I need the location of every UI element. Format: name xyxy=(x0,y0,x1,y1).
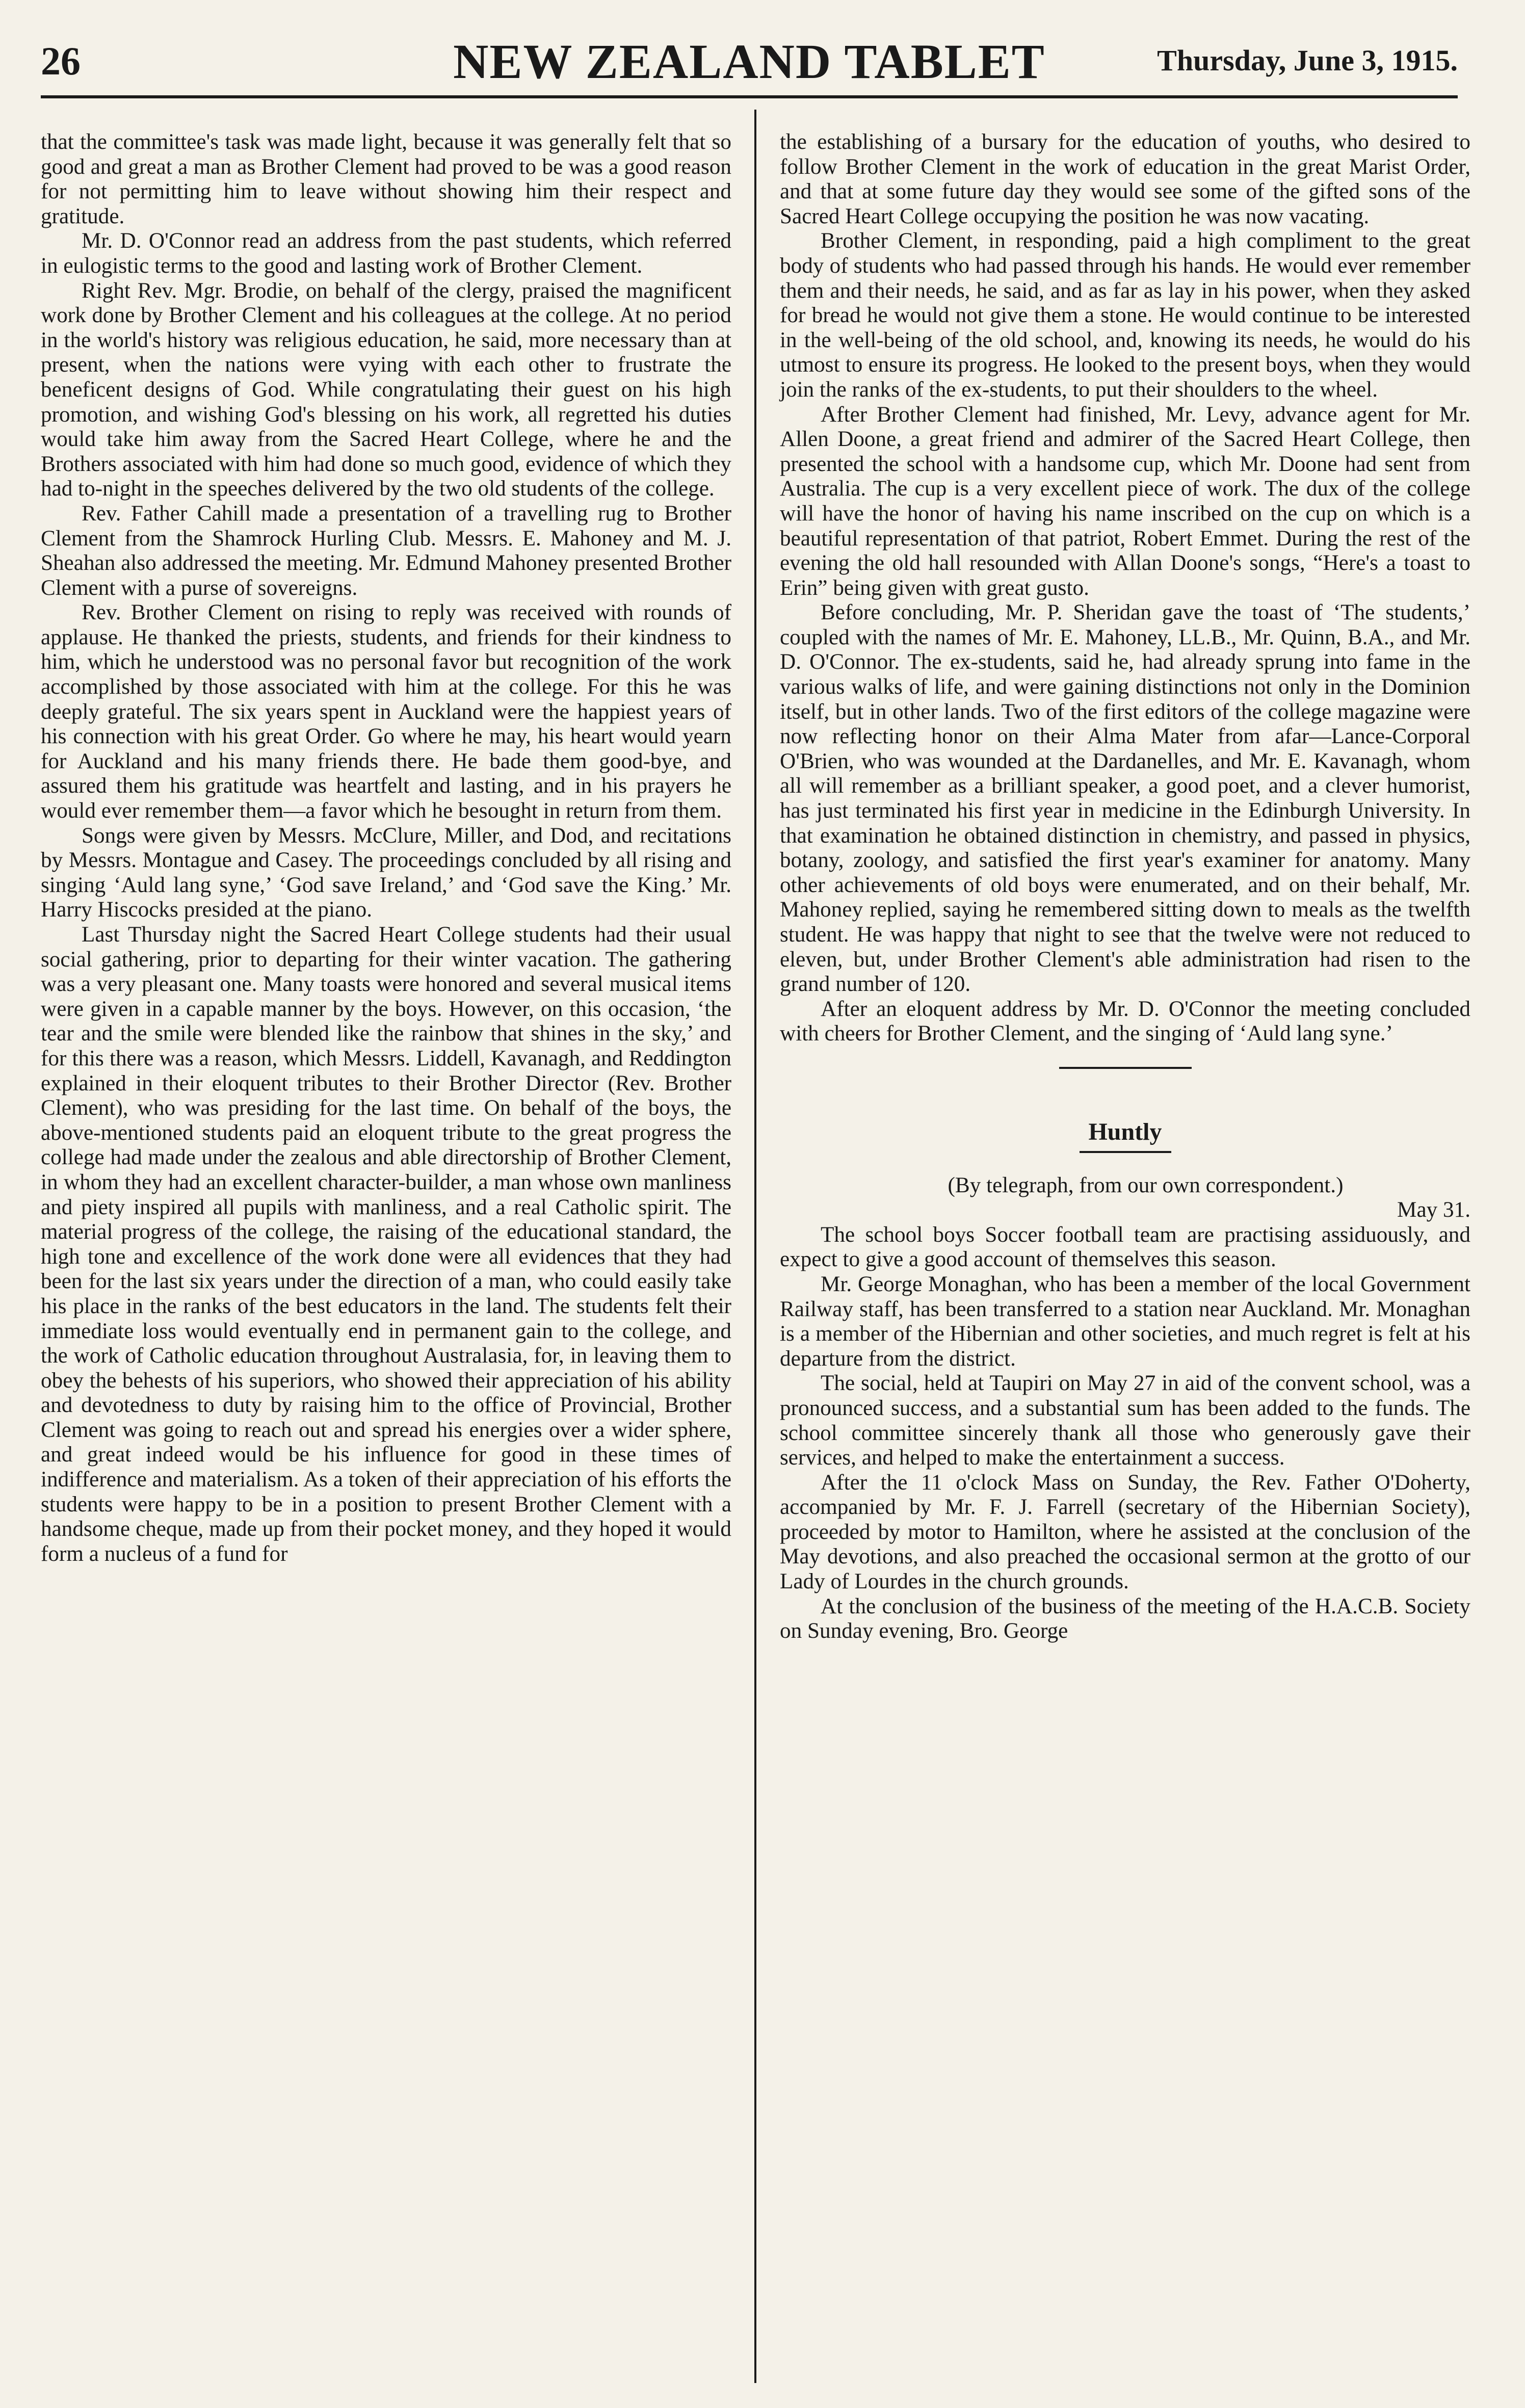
section-separator xyxy=(1059,1067,1192,1069)
paragraph: After Brother Clement had finished, Mr. Levy, advance agent for Mr. Allen Doone, a great friend and admirer of the Sacred Heart College, then presented the school with a handsome cup, which Mr. Doone had sent from Australia. The cup is a very excellent piece of work. The dux of the college will have the honor of having his name inscribed on the cup on which is a beautiful representation of that patriot, Robert Emmet. During the rest of the evening the old hall resounded with Allan Doone's songs, “Here's a toast to Erin” being given with great gusto. xyxy=(780,402,1470,600)
right-column xyxy=(780,130,1470,1644)
heading-rule xyxy=(1080,1151,1171,1153)
masthead-title: NEW ZEALAND TABLET xyxy=(453,34,1045,89)
left-column xyxy=(41,130,731,1566)
page-header xyxy=(41,28,1458,99)
paragraph: that the committee's task was made light, because it was generally felt that so good and great a man as Brother Clement had proved to be was a good reason for not permitting him to leave without showing him their respect and gratitude. xyxy=(41,130,731,228)
paragraph: Rev. Brother Clement on rising to reply was received with rounds of applause. He thanked the priests, students, and friends for their kindness to him, which he understood was no personal favor but recognition of the work accomplished by those associated with him at the college. For this he was deeply grateful. The six years spent in Auckland were the happiest years of his connection with his great Order. Go where he may, his heart would yearn for Auckland and his many friends there. He bade them good-bye, and assured them his gratitude was heartfelt and lasting, and in his prayers he would ever remember them—a favor which he besought in return from them. xyxy=(41,600,731,823)
paragraph: Songs were given by Messrs. McClure, Miller, and Dod, and recitations by Messrs. Montague and Casey. The proceedings concluded by all rising and singing ‘Auld lang syne,’ ‘God save Ireland,’ and ‘God save the King.’ Mr. Harry Hiscocks presided at the piano. xyxy=(41,823,731,922)
paragraph: Brother Clement, in responding, paid a high compliment to the great body of students who had passed through his hands. He would ever remember them and their needs, he said, and as far as lay in his power, when they asked for bread he would not give them a stone. He would continue to be interested in the well-being of the old school, and, knowing its needs, he would do his utmost to ensure its progress. He looked to the present boys, when they would join the ranks of the ex-students, to put their shoulders to the wheel. xyxy=(780,229,1470,402)
dateline: May 31. xyxy=(1397,1198,1470,1222)
paragraph: After the 11 o'clock Mass on Sunday, the Rev. Father O'Doherty, accompanied by Mr. F. J. Farrell (secretary of the Hibernian Society), proceeded by motor to Hamilton, where he assisted at the conclusion of the May devotions, and also preached the occasional sermon at the grotto of our Lady of Lourdes in the church grounds. xyxy=(780,1470,1470,1594)
paragraph: After an eloquent address by Mr. D. O'Connor the meeting concluded with cheers for Brother Clement, and the singing of ‘Auld lang syne.’ xyxy=(780,997,1470,1046)
paragraph: The school boys Soccer football team are practising assiduously, and expect to give a good account of themselves this season. xyxy=(780,1222,1470,1272)
header-rule xyxy=(41,95,1458,98)
paragraph: Rev. Father Cahill made a presentation of a travelling rug to Brother Clement from the Shamrock Hurling Club. Messrs. E. Mahoney and M. J. Sheahan also addressed the meeting. Mr. Edmund Mahoney presented Brother Clement with a purse of sovereigns. xyxy=(41,501,731,600)
paragraph: Mr. George Monaghan, who has been a member of the local Government Railway staff, has been transferred to a station near Auckland. Mr. Monaghan is a member of the Hibernian and other societies, and much regret is felt at his departure from the district. xyxy=(780,1272,1470,1371)
paragraph: Last Thursday night the Sacred Heart College students had their usual social gathering, prior to departing for their winter vacation. The gathering was a very pleasant one. Many toasts were honored and several musical items were given in a capable manner by the boys. However, on this occasion, ‘the tear and the smile were blended like the rainbow that shines in the sky,’ and for this there was a reason, which Messrs. Liddell, Kavanagh, and Reddington explained in their eloquent tributes to their Brother Director (Rev. Brother Clement), who was presiding for the last time. On behalf of the boys, the above-mentioned students paid an eloquent tribute to the great progress the college had made under the zealous and able directorship of Brother Clement, in whom they had an excellent character-builder, a man whose own manliness and piety inspired all pupils with manliness, and a real Catholic spirit. The material progress of the college, the raising of the educational standard, the high tone and excellence of the work done were all evidences that they had been for the last six years under the direction of a man, who could easily take his place in the ranks of the best educators in the land. The students felt their immediate loss would eventually end in permanent gain to the college, and the work of Catholic education throughout Australasia, for, in leaving them to obey the behests of his superiors, who showed their appreciation of his ability and devotedness to duty by raising him to the office of Provincial, Brother Clement was going to reach out and spread his energies over a wider sphere, and great indeed would be his influence for good in these times of indifference and materialism. As a token of their appreciation of his efforts the students were happy to be in a position to present Brother Clement with a handsome cheque, made up from their pocket money, and they hoped it would form a nucleus of a fund for xyxy=(41,923,731,1566)
paragraph: Right Rev. Mgr. Brodie, on behalf of the clergy, praised the magnificent work done by Brother Clement and his colleagues at the college. At no period in the world's history was religious education, he said, more necessary than at present, when the nations were vying with each other to frustrate the beneficent designs of God. While congratulating their guest on his high promotion, and wishing God's blessing on his work, all regretted his duties would take him away from the Sacred Heart College, where he and the Brothers associated with him had done so much good, evidence of which they had to-night in the speeches delivered by the two old students of the college. xyxy=(41,278,731,501)
issue-date: Thursday, June 3, 1915. xyxy=(1157,44,1458,77)
page-number: 26 xyxy=(41,39,81,83)
paragraph: the establishing of a bursary for the education of youths, who desired to follow Brother Clement in the work of education in the great Marist Order, and that at some future day they would see some of the gifted sons of the Sacred Heart College occupying the position he was now vacating. xyxy=(780,130,1470,228)
paragraph: Mr. D. O'Connor read an address from the past students, which referred in eulogistic terms to the good and lasting work of Brother Clement. xyxy=(41,229,731,278)
column-divider xyxy=(754,110,756,2383)
paragraph: At the conclusion of the business of the meeting of the H.A.C.B. Society on Sunday evening, Bro. George xyxy=(780,1594,1470,1643)
section-heading-huntly: Huntly xyxy=(1088,1118,1162,1145)
paragraph: The social, held at Taupiri on May 27 in aid of the convent school, was a pronounced success, and a substantial sum has been added to the funds. The school committee sincerely thank all those who generously gave their services, and helped to make the entertainment a success. xyxy=(780,1371,1470,1470)
byline: (By telegraph, from our own correspondent.) xyxy=(948,1173,1344,1197)
paragraph: Before concluding, Mr. P. Sheridan gave the toast of ‘The students,’ coupled with the names of Mr. E. Mahoney, LL.B., Mr. Quinn, B.A., and Mr. D. O'Connor. The ex-students, said he, had already sprung into fame in the various walks of life, and were gaining distinctions not only in the Dominion itself, but in other lands. Two of the first editors of the college magazine were now reflecting honor on their Alma Mater from afar—Lance-Corporal O'Brien, who was wounded at the Dardanelles, and Mr. E. Kavanagh, whom all will remember as a brilliant speaker, a good poet, and a clever humorist, has just terminated his first year in medicine in the Edinburgh University. In that examination he obtained distinction in chemistry, and passed in physics, botany, zoology, and satisfied the first year's examiner for anatomy. Many other achievements of old boys were enumerated, and on their behalf, Mr. Mahoney replied, saying he remembered sitting down to meals as the twelfth student. He was happy that night to see that the twelve were not reduced to eleven, but, under Brother Clement's able administration had risen to the grand number of 120. xyxy=(780,600,1470,997)
